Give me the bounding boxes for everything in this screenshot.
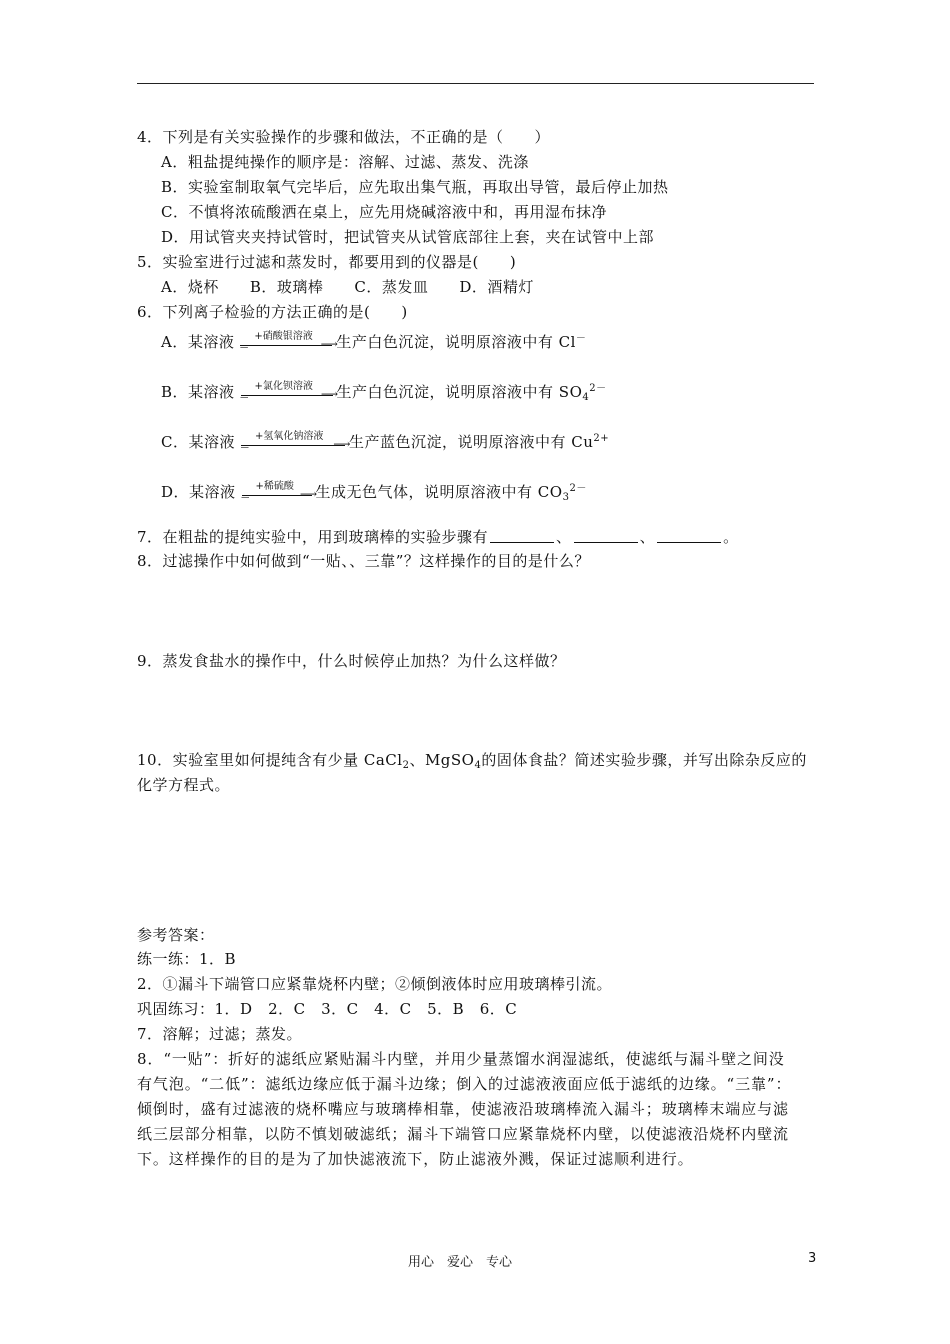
q10-line-2: 化学方程式。 (137, 776, 231, 794)
q6-d-prefix: D．某溶液 (161, 483, 236, 501)
answer-line: 倾倒时，盛有过滤液的烧杯嘴应与玻璃棒相靠，使滤液沿玻璃棒流入漏斗；玻璃棒末端应与滤 (137, 1100, 789, 1118)
answers-heading: 参考答案： (137, 926, 215, 944)
answer-line: 下。这样操作的目的是为了加快滤液流下，防止滤液外溅，保证过滤顺利进行。 (137, 1150, 694, 1168)
q8-stem: 8．过滤操作中如何做到“一贴、、三靠”？这样操作的目的是什么？ (137, 552, 590, 570)
answer-blank-3[interactable] (657, 528, 721, 543)
q6-c-result: 生产蓝色沉淀，说明原溶液中有 Cu (348, 433, 594, 451)
q7-stem: 7．在粗盐的提纯实验中，用到玻璃棒的实验步骤有 (137, 528, 489, 546)
q10-part-2: 、MgSO (409, 751, 475, 769)
q6-a-result: 生产白色沉淀，说明原溶液中有 Cl (336, 333, 576, 351)
q6-d-result: 生成无色气体，说明原溶液中有 CO (315, 483, 563, 501)
q4-option-a: A．粗盐提纯操作的顺序是：溶解、过滤、蒸发、洗涤 (161, 153, 529, 171)
q4-option-c: C．不慎将浓硫酸洒在桌上，应先用烧碱溶液中和，再用湿布抹净 (161, 203, 607, 221)
q6-b-reagent: +氯化钡溶液 (254, 381, 313, 392)
answer-line: 2．①漏斗下端管口应紧靠烧杯内壁；②倾倒液体时应用玻璃棒引流。 (137, 975, 613, 993)
answer-line: 练一练：1．B (137, 950, 237, 968)
q4-option-b: B．实验室制取氧气完毕后，应先取出集气瓶，再取出导管，最后停止加热 (161, 178, 669, 196)
header-rule (137, 83, 814, 84)
q6-a-charge: － (575, 333, 587, 344)
q6-a-prefix: A．某溶液 (161, 333, 235, 351)
page-number: 3 (808, 1251, 817, 1266)
reaction-arrow: _ +氢氧化钠溶液 ⟶ (240, 430, 351, 451)
answer-line: 8．“一贴”：折好的滤纸应紧贴漏斗内壁，并用少量蒸馏水润湿滤纸，使滤纸与漏斗壁之间没 (137, 1050, 785, 1068)
answer-line: 纸三层部分相靠，以防不慎划破滤纸；漏斗下端管口应紧靠烧杯内壁，以使滤液沿烧杯内壁流 (137, 1125, 789, 1143)
q6-b-subscript: 4 (582, 392, 590, 403)
q6-option-c (161, 430, 609, 451)
q10-line-1 (137, 751, 807, 775)
q6-option-b (161, 380, 607, 407)
q5-options: A．烧杯 B．玻璃棒 C．蒸发皿 D．酒精灯 (161, 278, 534, 296)
q6-b-prefix: B．某溶液 (161, 383, 235, 401)
answer-line: 巩固练习：1．D 2．C 3．C 4．C 5．B 6．C (137, 1000, 518, 1018)
q6-d-subscript: 3 (562, 492, 570, 503)
q9-stem: 9．蒸发食盐水的操作中，什么时候停止加热？为什么这样做？ (137, 652, 566, 670)
q4-option-d: D．用试管夹夹持试管时，把试管夹从试管底部往上套，夹在试管中上部 (161, 228, 655, 246)
q10-subscript-1: 2 (402, 760, 410, 771)
q7-end: 。 (723, 528, 739, 546)
q7 (137, 528, 739, 546)
reaction-arrow: _ +硝酸银溶液 ⟶ (240, 330, 339, 351)
answer-line: 有气泡。“二低”：滤纸边缘应低于漏斗边缘；倒入的过滤液液面应低于滤纸的边缘。“三靠”： (137, 1075, 792, 1093)
q6-option-a (161, 330, 586, 351)
q6-d-reagent: +稀硫酸 (255, 481, 294, 492)
q6-d-charge: 2－ (569, 483, 587, 494)
q10-subscript-2: 4 (474, 760, 482, 771)
q10-part-1: 10．实验室里如何提纯含有少量 CaCl (137, 751, 403, 769)
q6-option-d (161, 480, 587, 507)
answer-line: 7．溶解；过滤；蒸发。 (137, 1025, 303, 1043)
q6-a-reagent: +硝酸银溶液 (254, 331, 313, 342)
answer-blank-1[interactable] (490, 528, 554, 543)
q10-part-3: 的固体食盐？简述实验步骤，并写出除杂反应的 (481, 751, 807, 769)
q6-c-prefix: C．某溶液 (161, 433, 235, 451)
q5-stem: 5．实验室进行过滤和蒸发时，都要用到的仪器是( ) (137, 253, 517, 271)
q6-c-reagent: +氢氧化钠溶液 (254, 431, 324, 442)
q4-stem: 4．下列是有关实验操作的步骤和做法，不正确的是（ ） (137, 128, 551, 146)
q7-separator: 、 (556, 528, 572, 546)
q6-c-charge: 2+ (593, 433, 610, 444)
q6-b-charge: 2－ (589, 383, 607, 394)
reaction-arrow: _ +稀硫酸 ⟶ (241, 480, 318, 501)
q7-separator: 、 (639, 528, 656, 546)
footer-text: 用心 爱心 专心 (408, 1255, 513, 1270)
q6-stem: 6．下列离子检验的方法正确的是( ) (137, 303, 408, 321)
answer-blank-2[interactable] (574, 528, 638, 543)
reaction-arrow: _ +氯化钡溶液 ⟶ (240, 380, 339, 401)
q6-b-result: 生产白色沉淀，说明原溶液中有 SO (336, 383, 583, 401)
